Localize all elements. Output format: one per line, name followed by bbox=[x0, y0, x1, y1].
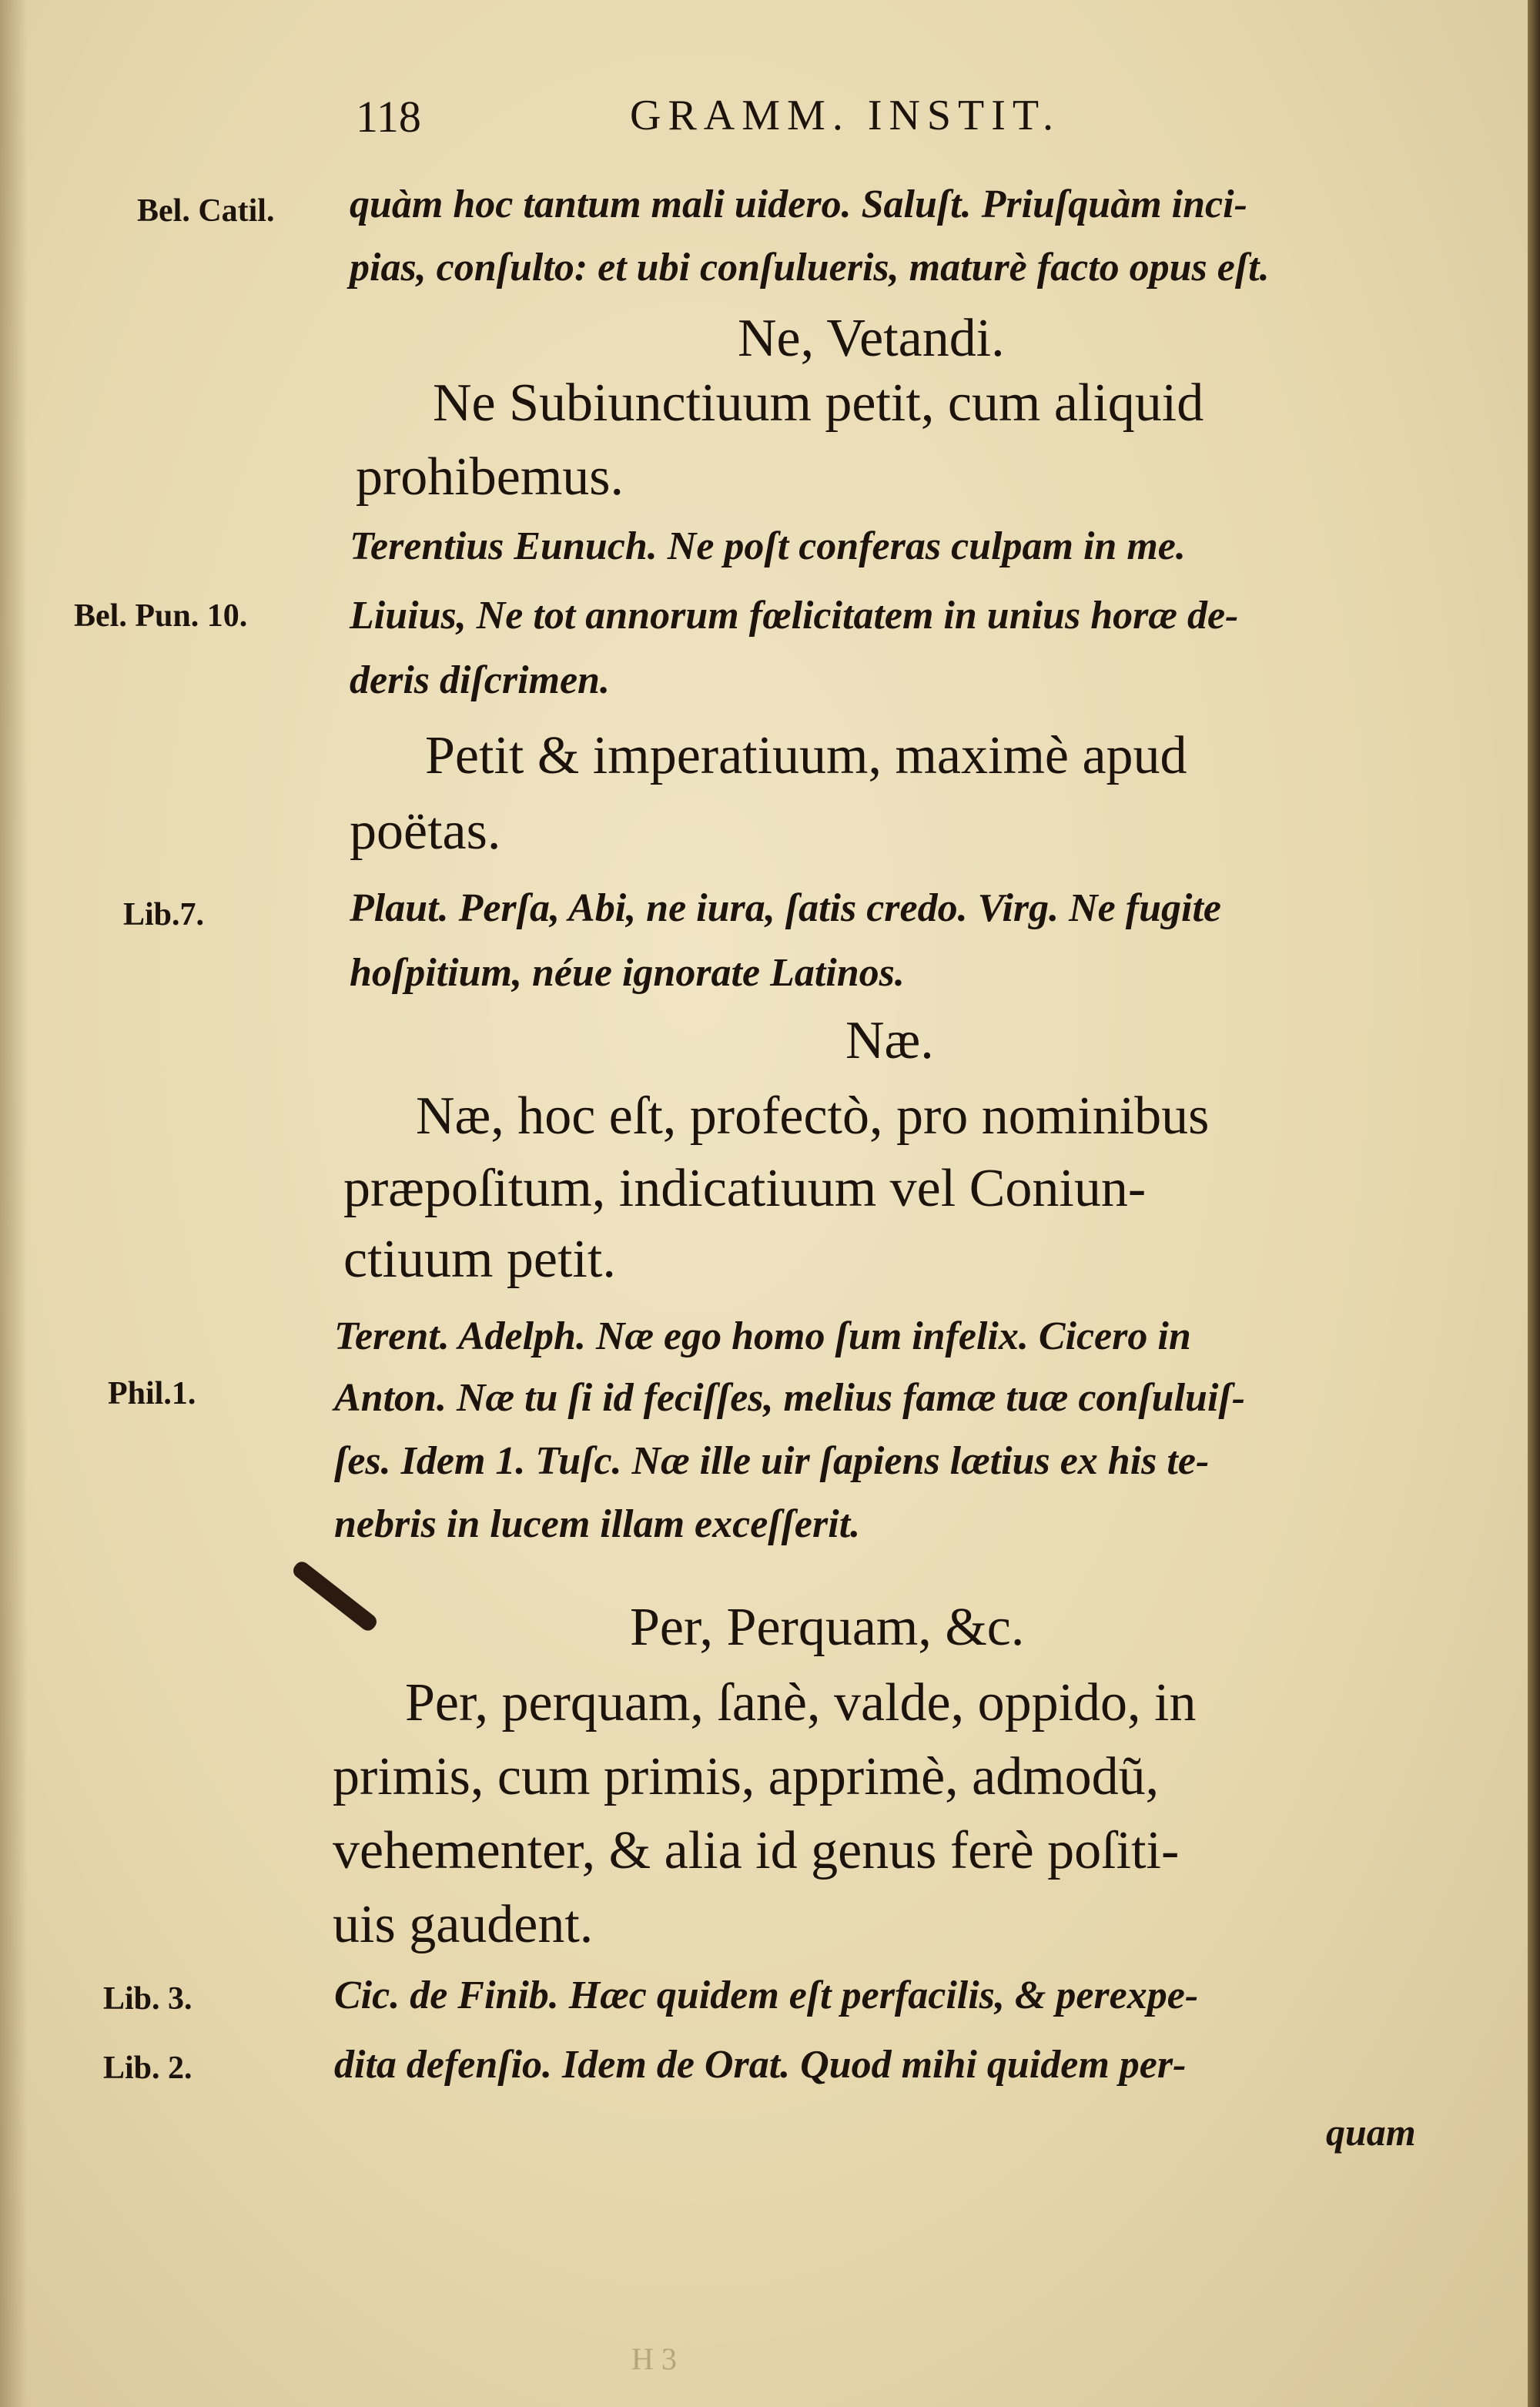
section-heading-ne: Ne, Vetandi. bbox=[738, 309, 1005, 368]
text-line: Terent. Adelph. Næ ego homo ſum infelix. Cicero in bbox=[334, 1314, 1191, 1358]
margin-note-lib-2: Lib. 2. bbox=[103, 2050, 192, 2086]
section-heading-nae: Næ. bbox=[845, 1011, 934, 1070]
text-line: prohibemus. bbox=[356, 447, 624, 507]
margin-note-bel-catil: Bel. Catil. bbox=[137, 193, 275, 229]
page-gutter-shadow bbox=[0, 0, 28, 2407]
text-line: vehementer, & alia id genus ferè poſiti- bbox=[333, 1821, 1180, 1880]
text-line: Næ, hoc eſt, profectò, pro nominibus bbox=[416, 1086, 1210, 1146]
text-line: poëtas. bbox=[350, 802, 501, 861]
text-line: dita defenſio. Idem de Orat. Quod mihi quidem per- bbox=[334, 2043, 1187, 2087]
text-line: pias, conſulto: et ubi conſulueris, maturè facto opus eſt. bbox=[350, 246, 1270, 290]
margin-note-bel-pun: Bel. Pun. 10. bbox=[74, 598, 248, 634]
text-line: ſes. Idem 1. Tuſc. Næ ille uir ſapiens lætius ex his te- bbox=[334, 1439, 1210, 1483]
page-edge bbox=[1528, 0, 1540, 2407]
page-number: 118 bbox=[356, 92, 421, 142]
margin-note-lib-3: Lib. 3. bbox=[103, 1981, 192, 2017]
text-line: primis, cum primis, apprimè, admodũ, bbox=[333, 1747, 1160, 1806]
section-heading-per: Per, Perquam, &c. bbox=[630, 1598, 1025, 1657]
text-line: Liuius, Ne tot annorum fœlicitatem in unius horæ de- bbox=[350, 594, 1239, 638]
text-line: Petit & imperatiuum, maximè apud bbox=[425, 726, 1187, 785]
margin-note-phil-1: Phil.1. bbox=[108, 1376, 196, 1411]
text-line: uis gaudent. bbox=[333, 1895, 594, 1954]
text-line: Cic. de Finib. Hæc quidem eſt perfacilis, & perexpe- bbox=[334, 1973, 1199, 2017]
text-line: Ne Subiunctiuum petit, cum aliquid bbox=[433, 373, 1204, 433]
text-line: hoſpitium, néue ignorate Latinos. bbox=[350, 951, 905, 995]
signature-mark: H 3 bbox=[631, 2342, 677, 2376]
text-line: Per, perquam, ſanè, valde, oppido, in bbox=[405, 1673, 1197, 1732]
text-line: quàm hoc tantum mali uidero. Saluſt. Priuſquàm inci- bbox=[350, 182, 1247, 226]
text-line: nebris in lucem illam exceſſerit. bbox=[334, 1502, 861, 1546]
ink-blot bbox=[290, 1558, 380, 1633]
text-line: Plaut. Perſa, Abi, ne iura, ſatis credo. Virg. Ne fugite bbox=[350, 886, 1221, 930]
text-line: Anton. Næ tu ſi id feciſſes, melius famæ tuæ conſuluiſ- bbox=[334, 1376, 1246, 1420]
catchword: quam bbox=[1326, 2111, 1416, 2154]
text-line: deris diſcrimen. bbox=[350, 658, 610, 702]
running-title: GRAMM. INSTIT. bbox=[630, 92, 1060, 139]
text-line: præpoſitum, indicatiuum vel Coniun- bbox=[343, 1159, 1147, 1218]
margin-note-lib-7: Lib.7. bbox=[123, 897, 205, 932]
text-line: ctiuum petit. bbox=[343, 1230, 616, 1289]
text-line: Terentius Eunuch. Ne poſt conferas culpam in me. bbox=[350, 524, 1186, 568]
